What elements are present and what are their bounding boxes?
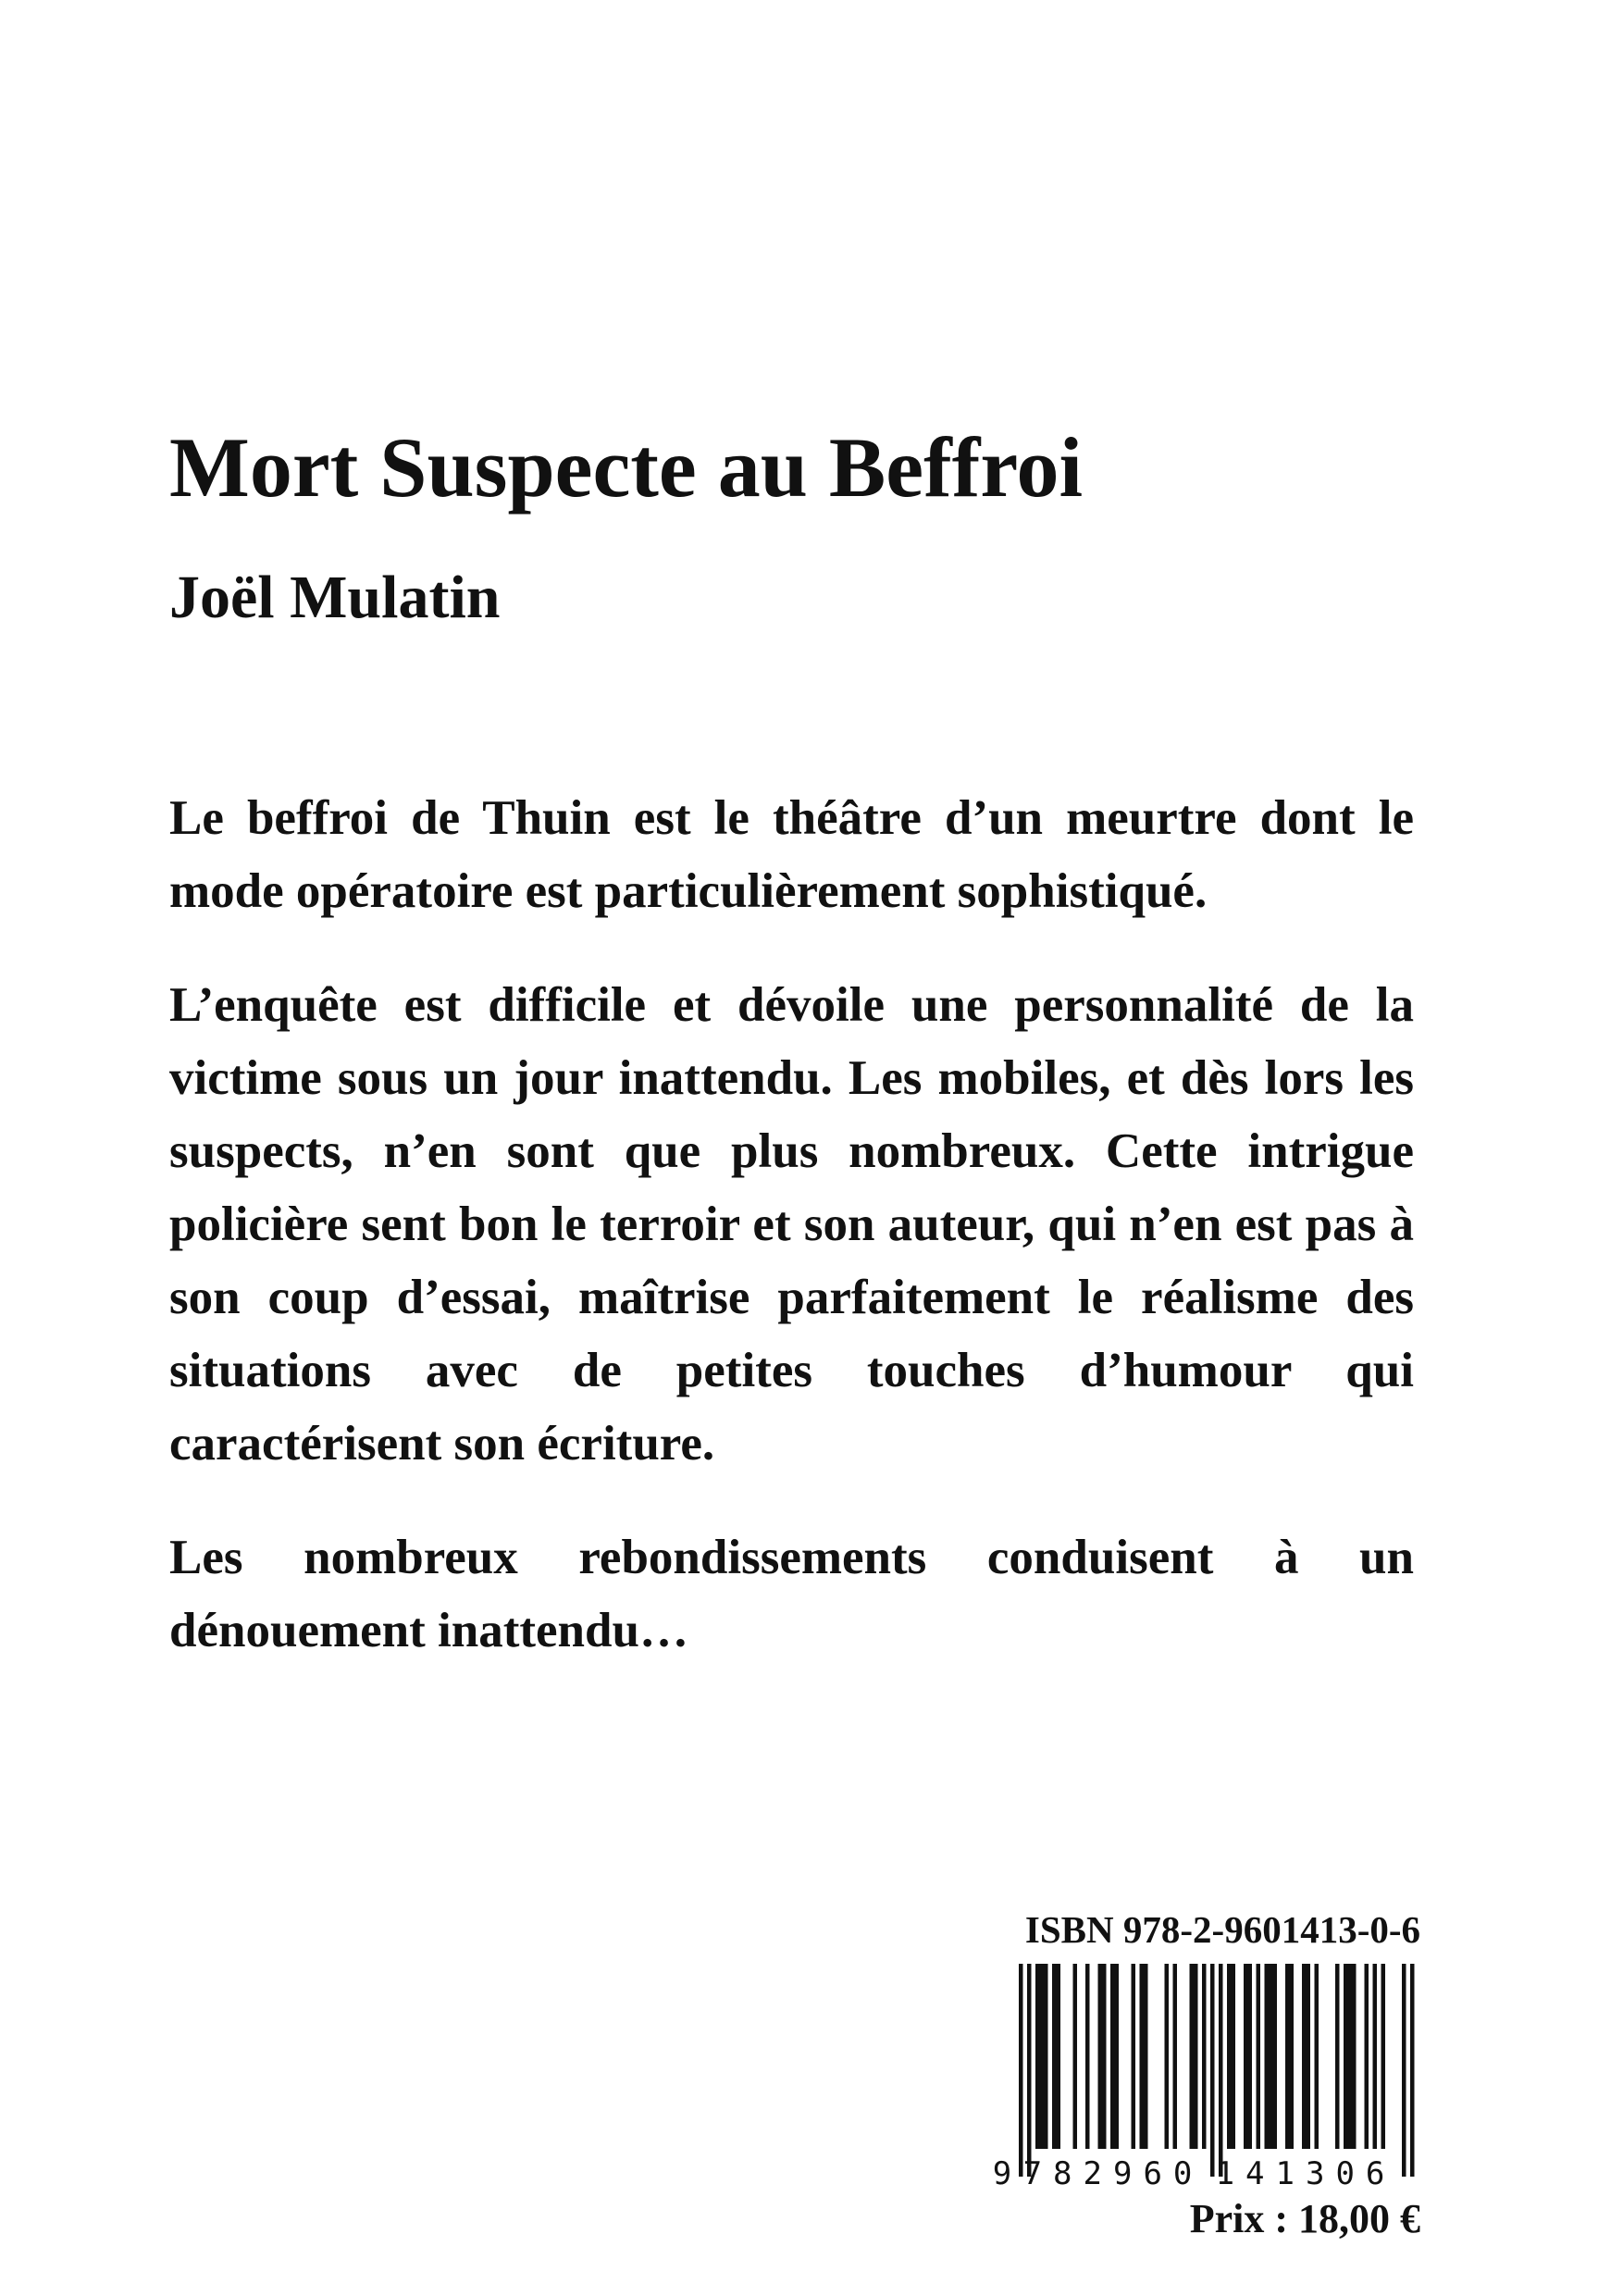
barcode-bar xyxy=(1307,1964,1311,2149)
back-cover-blurb xyxy=(169,782,1414,1708)
barcode-bar xyxy=(1044,1964,1048,2149)
isbn-label: ISBN 978-2-9601413-0-6 xyxy=(1024,1908,1420,1951)
barcode-bar xyxy=(1315,1964,1319,2149)
barcode-bar xyxy=(1040,1964,1045,2149)
barcode xyxy=(992,1964,1420,2192)
barcode-bar xyxy=(1165,1964,1170,2149)
barcode-bar xyxy=(1219,1964,1223,2177)
barcode-digit-first: 9 xyxy=(992,2155,1012,2192)
blurb-paragraph: Le beffroi de Thuin est le théâtre d’un meurtre dont le mode opératoire est particulièrement sophistiqué. xyxy=(169,791,1414,918)
barcode-bar xyxy=(1035,1964,1040,2149)
barcode-bar xyxy=(1285,1964,1290,2149)
barcode-bar xyxy=(1232,1964,1236,2149)
barcode-bar xyxy=(1057,1964,1061,2149)
barcode-bar xyxy=(1352,1964,1357,2149)
barcode-bar xyxy=(1381,1964,1386,2149)
barcode-bar xyxy=(1110,1964,1115,2149)
barcode-bar xyxy=(1373,1964,1378,2149)
barcode-bar xyxy=(1085,1964,1090,2149)
barcode-bar xyxy=(1248,1964,1253,2149)
barcode-bar xyxy=(1098,1964,1103,2149)
book-author: Joël Mulatin xyxy=(169,564,501,631)
barcode-graphic xyxy=(992,1964,1420,2192)
barcode-bar xyxy=(1027,1964,1032,2177)
barcode-bar xyxy=(1073,1964,1078,2149)
barcode-bar xyxy=(1257,1964,1261,2149)
barcode-bar xyxy=(1335,1964,1340,2149)
barcode-bar xyxy=(1348,1964,1353,2149)
barcode-bar xyxy=(1052,1964,1057,2149)
barcode-digits-right: 141306 xyxy=(1215,2155,1396,2192)
barcode-bar xyxy=(1194,1964,1198,2149)
book-title: Mort Suspecte au Beffroi xyxy=(169,420,1084,515)
barcode-bar xyxy=(1132,1964,1136,2149)
blurb-paragraph: Les nombreux rebondissements conduisent à un dénouement inattendu… xyxy=(169,1531,1414,1657)
barcode-bar xyxy=(1140,1964,1145,2149)
barcode-bar xyxy=(1290,1964,1295,2149)
barcode-bar xyxy=(1173,1964,1178,2149)
barcode-bar xyxy=(1202,1964,1207,2149)
barcode-bar xyxy=(1144,1964,1148,2149)
barcode-bar xyxy=(1344,1964,1348,2149)
barcode-bar xyxy=(1365,1964,1369,2149)
price-label: Prix : 18,00 € xyxy=(1189,2196,1420,2241)
barcode-bar xyxy=(1273,1964,1278,2149)
barcode-bar xyxy=(1402,1964,1406,2177)
barcode-bar xyxy=(1410,1964,1415,2177)
barcode-bar xyxy=(1102,1964,1107,2149)
barcode-bar xyxy=(1302,1964,1307,2149)
isbn-block xyxy=(992,1906,1420,2244)
barcode-bar xyxy=(1210,1964,1215,2177)
barcode-bar xyxy=(1227,1964,1232,2149)
barcode-bar xyxy=(1019,1964,1023,2177)
barcode-bar xyxy=(1265,1964,1270,2149)
barcode-digits-left: 782960 xyxy=(1022,2155,1204,2192)
barcode-bar xyxy=(1269,1964,1273,2149)
barcode-bar xyxy=(1115,1964,1120,2149)
barcode-bar xyxy=(1244,1964,1248,2149)
barcode-bar xyxy=(1190,1964,1195,2149)
blurb-paragraph: L’enquête est difficile et dévoile une personnalité de la victime sous un jour inattendu. Les mobiles, et dès lors les suspects, n’en sont que plus nombreux. Cette intrigue policière sent bon le terroir et son auteur, qui n’en est pas à son coup d’essai, maîtrise parfaitement le réalisme des situations avec de petites touches d’humour qui caractérisent son écriture. xyxy=(169,978,1414,1471)
